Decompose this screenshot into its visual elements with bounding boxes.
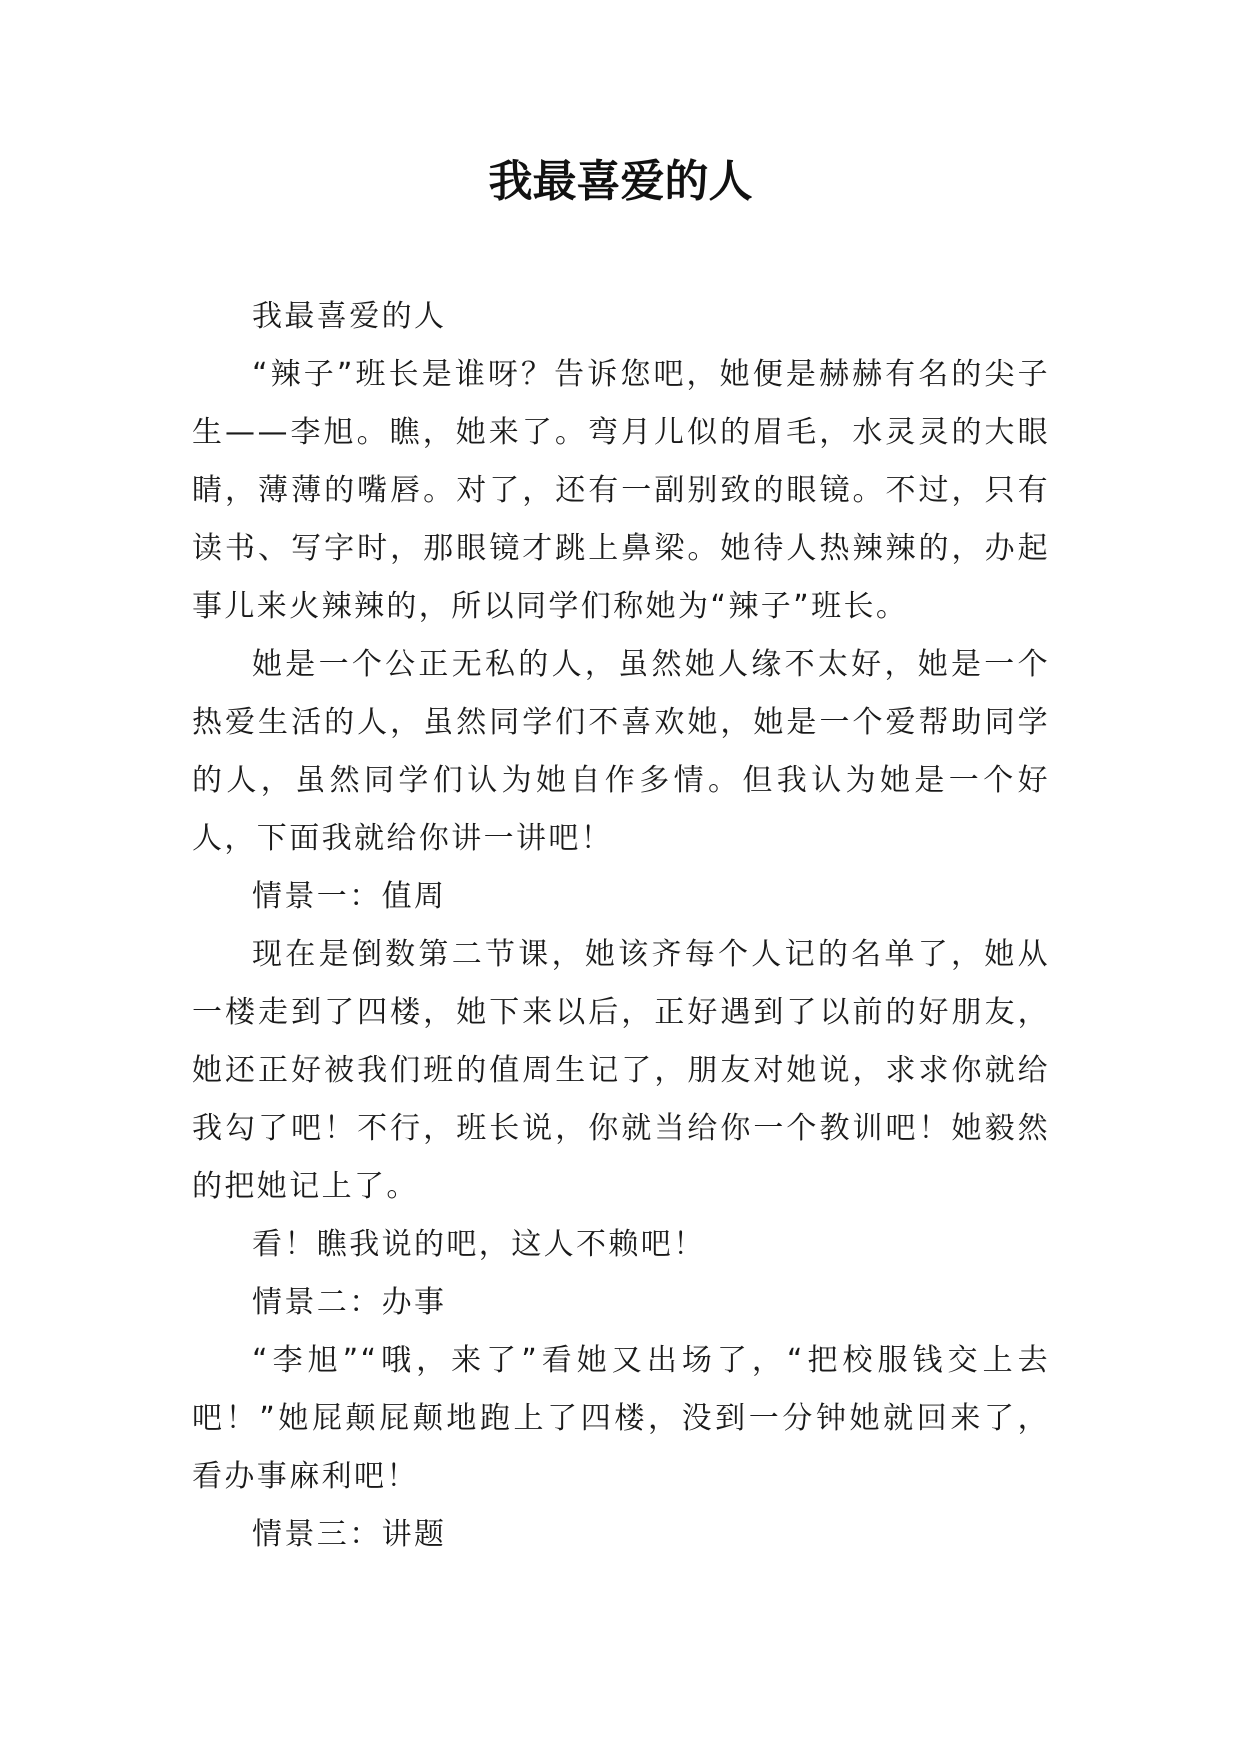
paragraph: 看！瞧我说的吧，这人不赖吧！ bbox=[252, 1227, 706, 1262]
paragraph: “辣子”班长是谁呀？告诉您吧，她便是赫赫有名的尖子生——李旭。瞧，她来了。弯月儿似的眉毛，水灵灵的大眼睛，薄薄的嘴唇。对了，还有一副别致的眼镜。不过，只有读书、写字时，那眼镜才跳上鼻梁。她待人热辣辣的，办起事儿来火辣辣的，所以同学们称她为“辣子”班长。 bbox=[192, 357, 1050, 624]
section-heading: 情景一：值周 bbox=[252, 879, 447, 914]
paragraph: “李旭”“哦，来了”看她又出场了，“把校服钱交上去吧！”她屁颠屁颠地跑上了四楼，没到一分钟她就回来了，看办事麻利吧！ bbox=[192, 1343, 1050, 1494]
document-body bbox=[192, 288, 1050, 1564]
paragraph: 现在是倒数第二节课，她该齐每个人记的名单了，她从一楼走到了四楼，她下来以后，正好遇到了以前的好朋友，她还正好被我们班的值周生记了，朋友对她说，求求你就给我勾了吧！不行，班长说，你就当给你一个教训吧！她毅然的把她记上了。 bbox=[192, 937, 1050, 1204]
section-heading: 情景二：办事 bbox=[252, 1285, 447, 1320]
paragraph: 她是一个公正无私的人，虽然她人缘不太好，她是一个热爱生活的人，虽然同学们不喜欢她，她是一个爱帮助同学的人，虽然同学们认为她自作多情。但我认为她是一个好人，下面我就给你讲一讲吧！ bbox=[192, 647, 1050, 856]
section-heading: 情景三：讲题 bbox=[252, 1517, 447, 1552]
document-title: 我最喜爱的人 bbox=[488, 156, 753, 207]
paragraph-subtitle: 我最喜爱的人 bbox=[252, 299, 447, 334]
